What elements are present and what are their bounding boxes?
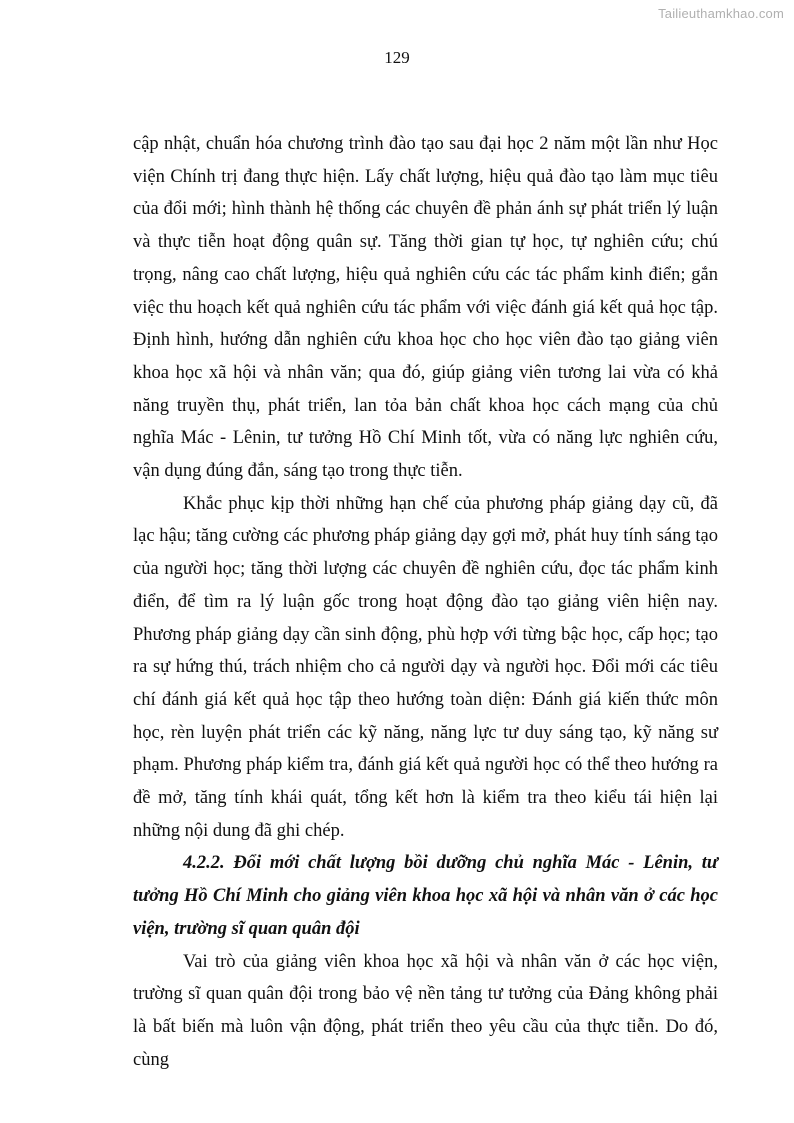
- page-number: 129: [384, 48, 410, 67]
- paragraph-continuation: cập nhật, chuẩn hóa chương trình đào tạo sau đại học 2 năm một lần như Học viện Chính trị đang thực hiện. Lấy chất lượng, hiệu quả đào tạo làm mục tiêu của đổi mới; hình thành hệ thống các chuyên đề phản ánh sự phát triển lý luận và thực tiễn hoạt động quân sự. Tăng thời gian tự học, tự nghiên cứu; chú trọng, nâng cao chất lượng, hiệu quả nghiên cứu các tác phẩm kinh điển; gắn việc thu hoạch kết quả nghiên cứu tác phẩm với việc đánh giá kết quả học tập. Định hình, hướng dẫn nghiên cứu khoa học cho học viên đào tạo giảng viên khoa học xã hội và nhân văn; qua đó, giúp giảng viên tương lai vừa có khả năng truyền thụ, phát triển, lan tỏa bản chất khoa học cách mạng của chủ nghĩa Mác - Lênin, tư tưởng Hồ Chí Minh tốt, vừa có năng lực nghiên cứu, vận dụng đúng đắn, sáng tạo trong thực tiễn.: [133, 134, 718, 482]
- paragraph-teaching-methods: Khắc phục kịp thời những hạn chế của phương pháp giảng dạy cũ, đã lạc hậu; tăng cường các phương pháp giảng dạy gợi mở, phát huy tính sáng tạo của người học; tăng thời lượng các chuyên đề nghiên cứu, đọc tác phẩm kinh điển, để tìm ra lý luận gốc trong hoạt động đào tạo giảng viên hiện nay. Phương pháp giảng dạy cần sinh động, phù hợp với từng bậc học, cấp học; tạo ra sự hứng thú, trách nhiệm cho cả người dạy và người học. Đổi mới các tiêu chí đánh giá kết quả học tập theo hướng toàn diện: Đánh giá kiến thức môn học, rèn luyện phát triển các kỹ năng, năng lực tư duy sáng tạo, kỹ năng sư phạm. Phương pháp kiểm tra, đánh giá kết quả người học có thể theo hướng ra đề mở, tăng tính khái quát, tổng kết hơn là kiểm tra theo kiểu tái hiện lại những nội dung đã ghi chép.: [133, 493, 718, 841]
- document-body: [133, 128, 718, 1076]
- paragraph-closing: Vai trò của giảng viên khoa học xã hội và nhân văn ở các học viện, trường sĩ quan quân đội trong bảo vệ nền tảng tư tưởng của Đảng không phải là bất biến mà luôn vận động, phát triển theo yêu cầu của thực tiễn. Do đó, cùng: [133, 951, 718, 1070]
- watermark-text: Tailieuthamkhao.com: [658, 6, 784, 21]
- section-heading: 4.2.2. Đổi mới chất lượng bồi dưỡng chủ nghĩa Mác - Lênin, tư tưởng Hồ Chí Minh cho giảng viên khoa học xã hội và nhân văn ở các học viện, trường sĩ quan quân đội: [133, 853, 718, 939]
